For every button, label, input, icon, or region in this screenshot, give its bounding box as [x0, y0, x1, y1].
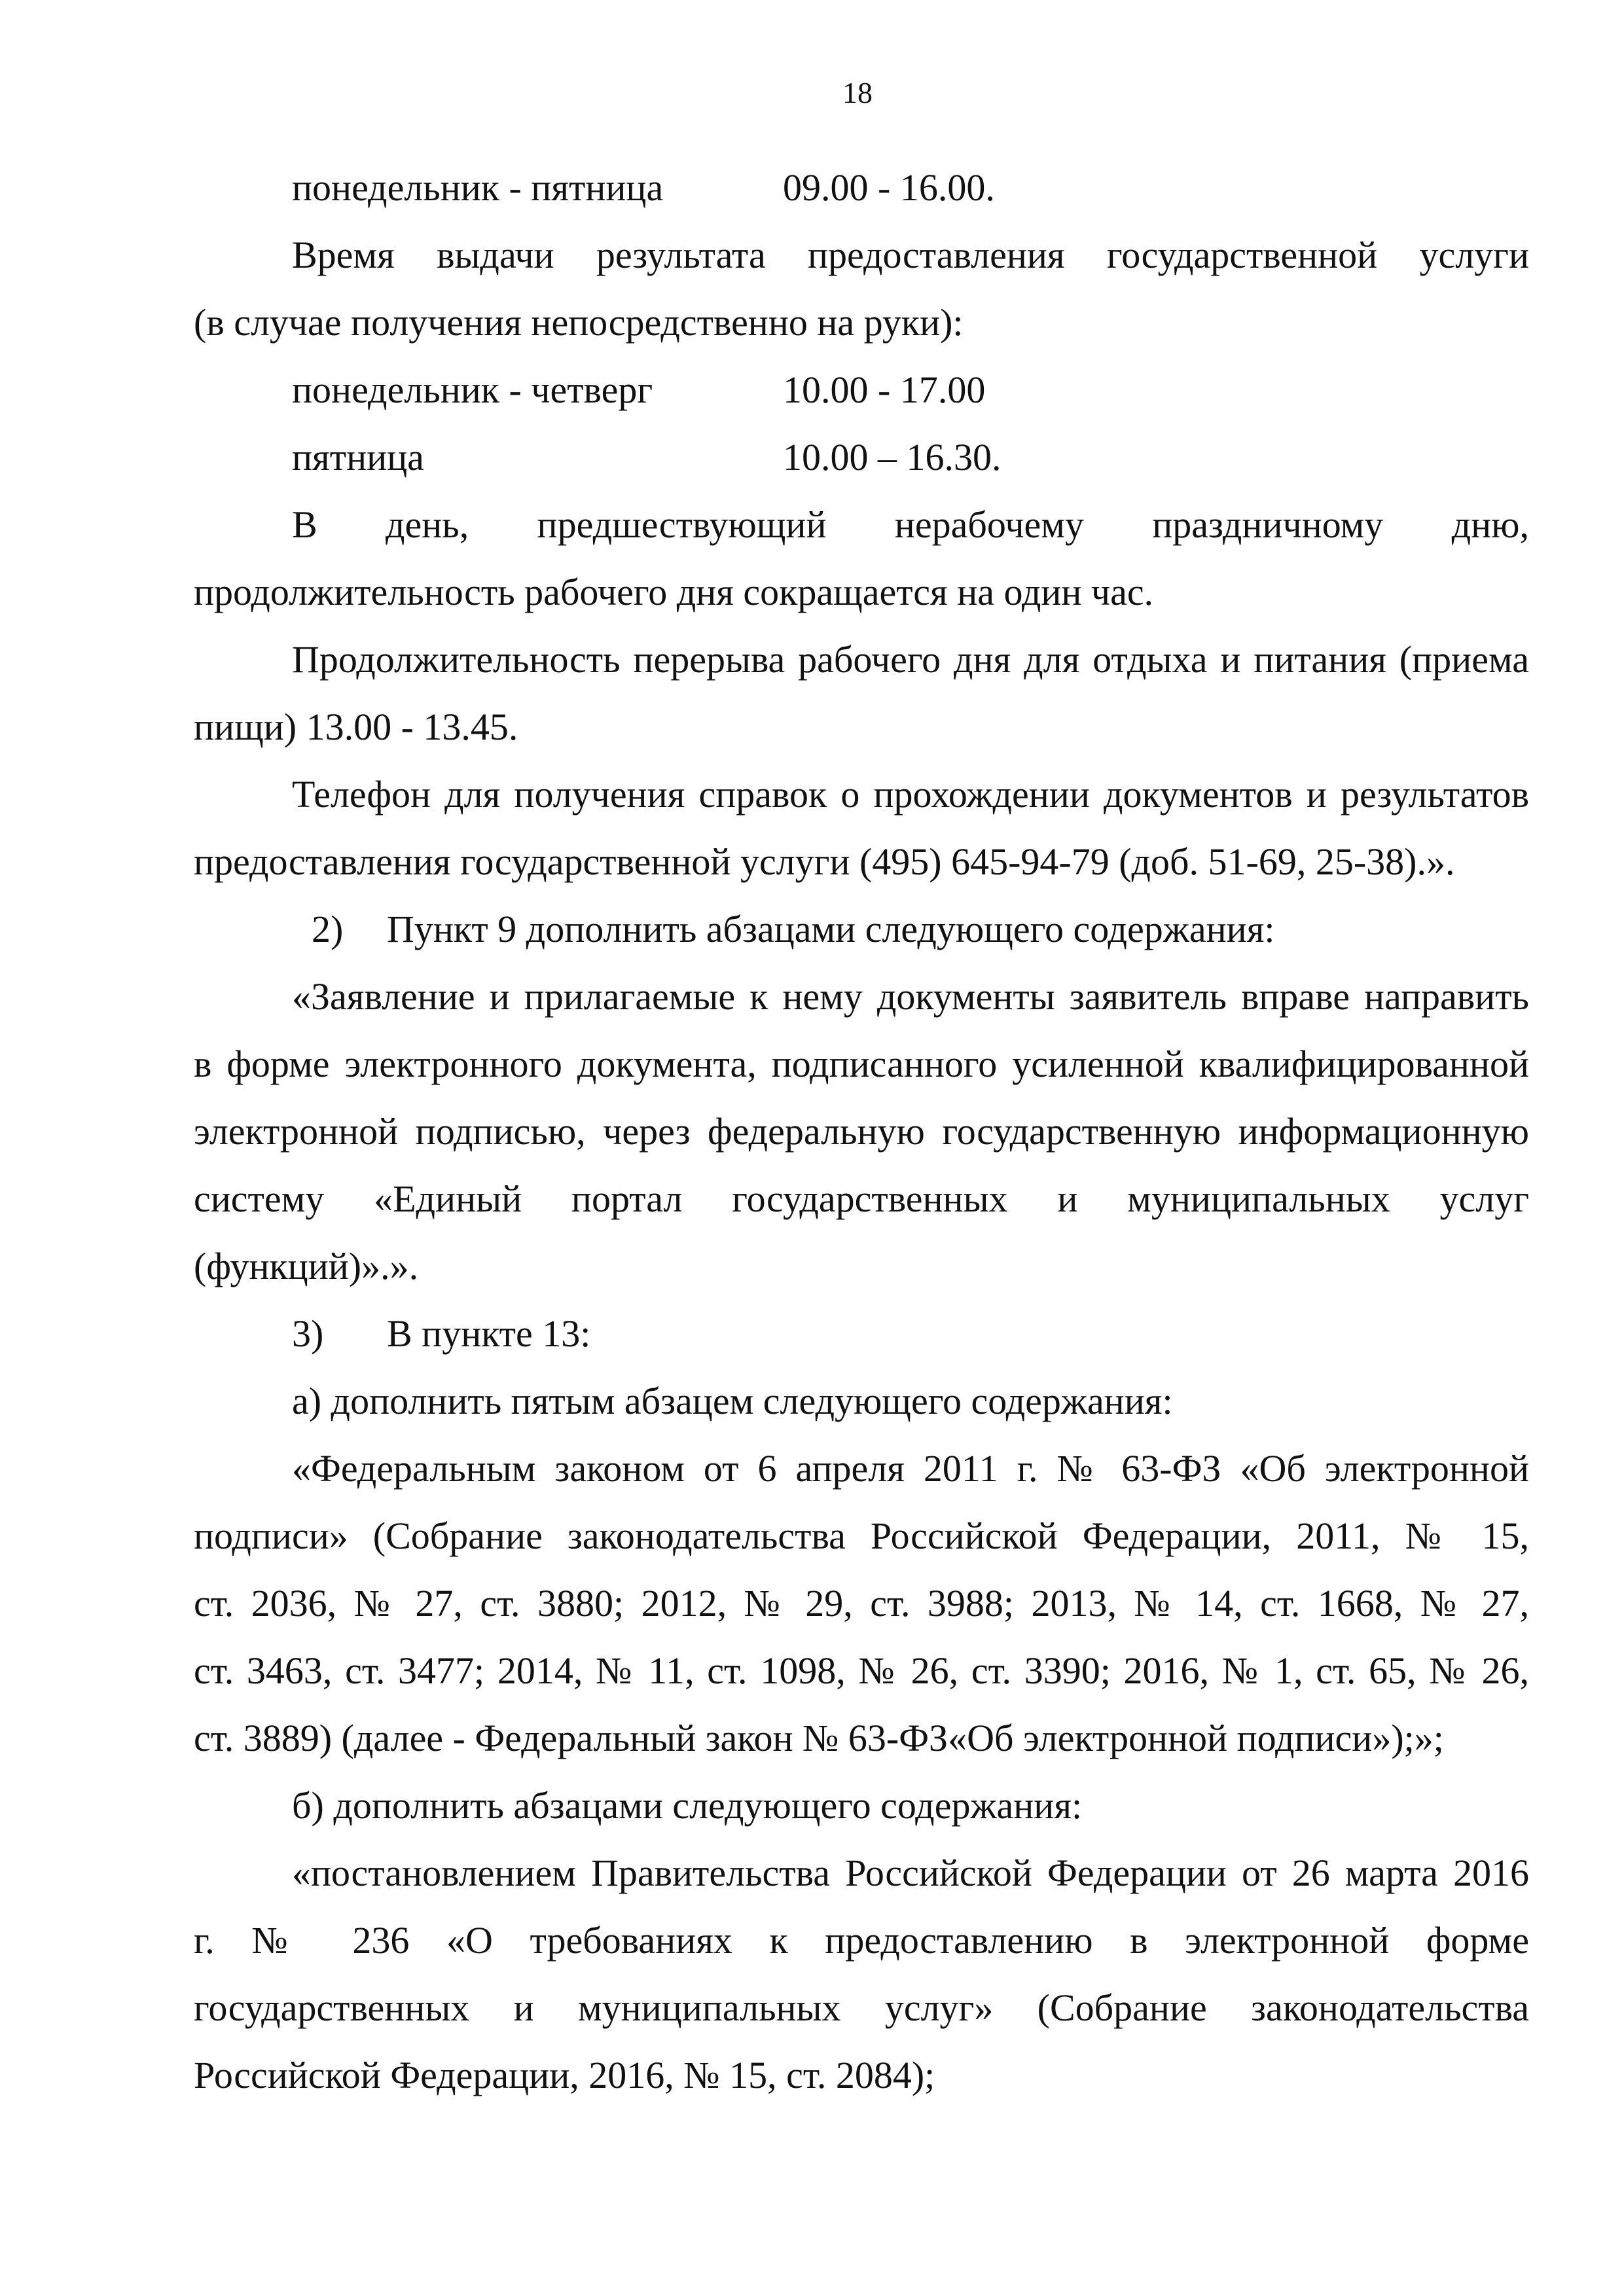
document-body: [194, 154, 1529, 2109]
sub-item: а) дополнить пятым абзацем следующего содержания:: [292, 1380, 1173, 1422]
quote-line: г. № 236 «О требованиях к предоставлению в электронной форме: [194, 1919, 1529, 1962]
quote-line: ст. 3463, ст. 3477; 2014, № 11, ст. 1098, № 26, ст. 3390; 2016, № 1, ст. 65, № 26,: [194, 1649, 1529, 1692]
quote-line: ст. 2036, № 27, ст. 3880; 2012, № 29, ст. 3988; 2013, № 14, ст. 1668, № 27,: [194, 1582, 1529, 1624]
paragraph-line: В день, предшествующий нерабочему праздничному дню,: [292, 503, 1529, 546]
quote-line: ст. 3889) (далее - Федеральный закон № 63-ФЗ«Об электронной подписи»);»;: [194, 1717, 1444, 1759]
list-item-number: 2): [312, 908, 344, 950]
paragraph-line: (в случае получения непосредственно на руки):: [194, 301, 964, 344]
paragraph-line: предоставления государственной услуги (495) 645-94-79 (доб. 51-69, 25-38).».: [194, 840, 1455, 883]
schedule-day: пятница: [292, 436, 424, 478]
paragraph-line: продолжительность рабочего дня сокращается на один час.: [194, 571, 1154, 613]
list-item: [194, 1300, 1529, 1367]
quote-line: электронной подписью, через федеральную государственную информационную: [194, 1110, 1529, 1153]
quote-line: «Федеральным законом от 6 апреля 2011 г. № 63-ФЗ «Об электронной: [292, 1447, 1529, 1490]
list-item: [194, 895, 1529, 963]
sub-item: б) дополнить абзацами следующего содержания:: [292, 1784, 1083, 1827]
list-item-number: 3): [292, 1312, 324, 1355]
quote-line: (функций)».».: [194, 1245, 419, 1287]
paragraph-line: Время выдачи результата предоставления государственной услуги: [292, 234, 1529, 276]
quote-line: «постановлением Правительства Российской Федерации от 26 марта 2016: [292, 1852, 1529, 1894]
list-item-text: В пункте 13:: [387, 1312, 591, 1355]
page-number: 18: [842, 76, 873, 109]
schedule-day: понедельник - четверг: [292, 368, 653, 411]
quote-line: подписи» (Собрание законодательства Российской Федерации, 2011, № 15,: [194, 1515, 1529, 1557]
schedule-time: 10.00 – 16.30.: [783, 436, 1001, 478]
paragraph-line: Телефон для получения справок о прохождении документов и результатов: [292, 773, 1529, 816]
quote-line: систему «Единый портал государственных и муниципальных услуг: [194, 1177, 1529, 1220]
paragraph-line: пищи) 13.00 - 13.45.: [194, 706, 518, 748]
schedule-row: [194, 423, 1529, 491]
schedule-row: [194, 154, 1529, 221]
schedule-row: [194, 356, 1529, 423]
schedule-day: понедельник - пятница: [292, 166, 664, 209]
quote-line: Российской Федерации, 2016, № 15, ст. 2084);: [194, 2054, 935, 2096]
quote-line: в форме электронного документа, подписанного усиленной квалифицированной: [194, 1043, 1529, 1085]
paragraph-line: Продолжительность перерыва рабочего дня для отдыха и питания (приема: [292, 638, 1529, 681]
schedule-time: 10.00 - 17.00: [783, 368, 986, 411]
quote-line: «Заявление и прилагаемые к нему документы заявитель вправе направить: [292, 975, 1529, 1018]
quote-line: государственных и муниципальных услуг» (Собрание законодательства: [194, 1986, 1529, 2029]
list-item-text: Пункт 9 дополнить абзацами следующего содержания:: [387, 908, 1275, 950]
schedule-time: 09.00 - 16.00.: [783, 166, 995, 209]
